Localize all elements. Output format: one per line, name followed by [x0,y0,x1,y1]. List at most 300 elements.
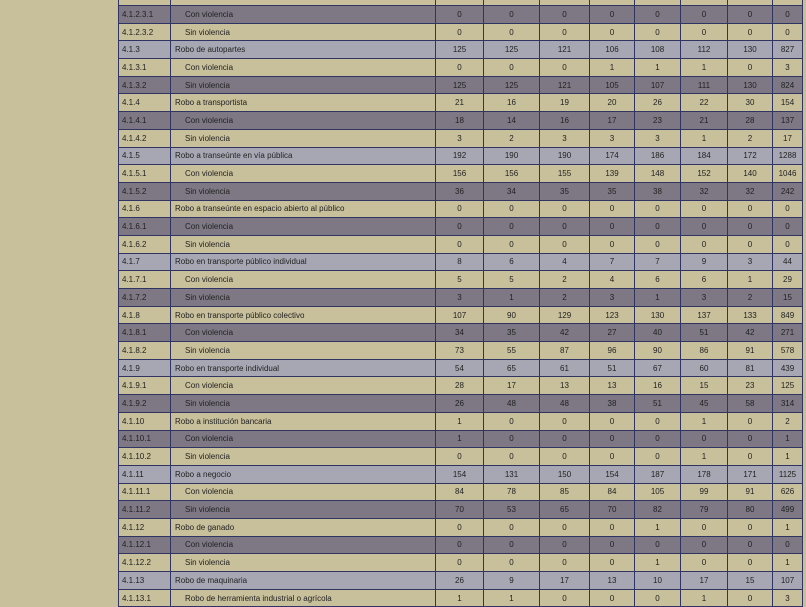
row-code: 4.1.11.1 [119,483,171,501]
row-value: 9 [484,572,540,590]
row-total: 439 [773,359,803,377]
row-value: 38 [635,182,681,200]
row-total: 15 [773,289,803,307]
row-value: 0 [681,218,728,236]
row-value: 0 [590,235,635,253]
row-value: 3 [681,289,728,307]
row-value: 0 [484,430,540,448]
row-total: 44 [773,253,803,271]
row-value: 16 [540,112,590,130]
row-code: 4.1.7.1 [119,271,171,289]
row-value: 123 [590,306,635,324]
row-code: 4.1.8 [119,306,171,324]
row-value: 36 [436,182,484,200]
row-code: 4.1.10.1 [119,430,171,448]
row-name: Sin violencia [171,289,436,307]
row-code: 4.1.5.1 [119,165,171,183]
row-total: 824 [773,76,803,94]
row-value: 190 [540,147,590,165]
row-value: 0 [728,23,773,41]
row-value: 0 [728,430,773,448]
row-value: 0 [484,6,540,24]
row-name: Sin violencia [171,76,436,94]
row-value: 0 [635,430,681,448]
row-name: Robo de herramienta industrial o agrícola [171,589,436,607]
row-code: 4.1.10.2 [119,448,171,466]
row-value: 148 [635,165,681,183]
row-name: Robo en transporte público colectivo [171,306,436,324]
row-value: 187 [635,465,681,483]
row-value: 67 [635,359,681,377]
row-value: 3 [590,129,635,147]
table-row [119,554,803,572]
row-value: 0 [590,589,635,607]
row-value: 3 [728,253,773,271]
row-value: 105 [590,76,635,94]
table-row [119,271,803,289]
row-value: 0 [484,235,540,253]
row-value: 156 [436,165,484,183]
row-value: 131 [484,465,540,483]
row-name: Con violencia [171,536,436,554]
row-name: Con violencia [171,59,436,77]
row-code: 4.1.8.2 [119,342,171,360]
row-value: 0 [635,536,681,554]
row-value: 51 [635,395,681,413]
row-value: 35 [590,182,635,200]
row-value: 15 [681,377,728,395]
row-value: 34 [484,182,540,200]
row-value: 0 [436,200,484,218]
row-value: 4 [590,271,635,289]
row-name: Con violencia [171,377,436,395]
row-value: 0 [728,536,773,554]
row-value: 0 [590,412,635,430]
row-value: 186 [635,147,681,165]
row-total: 29 [773,271,803,289]
row-name: Robo de ganado [171,518,436,536]
row-value: 0 [540,6,590,24]
table-row [119,306,803,324]
row-value: 48 [484,395,540,413]
row-code: 4.1.9.1 [119,377,171,395]
row-value: 0 [635,235,681,253]
row-value: 45 [681,395,728,413]
row-value: 6 [635,271,681,289]
row-value: 28 [436,377,484,395]
row-total: 3 [773,589,803,607]
row-value: 28 [728,112,773,130]
row-value: 80 [728,501,773,519]
row-value: 0 [728,200,773,218]
row-code: 4.1.12 [119,518,171,536]
row-total: 17 [773,129,803,147]
row-value: 35 [484,324,540,342]
row-name: Con violencia [171,430,436,448]
row-name: Con violencia [171,324,436,342]
row-value: 107 [436,306,484,324]
row-name: Robo a transeúnte en vía pública [171,147,436,165]
row-value: 17 [681,572,728,590]
row-value: 91 [728,483,773,501]
row-total: 0 [773,6,803,24]
table-row [119,112,803,130]
row-code: 4.1.6.2 [119,235,171,253]
table-row [119,518,803,536]
row-value: 51 [681,324,728,342]
row-value: 3 [540,129,590,147]
row-name: Sin violencia [171,554,436,572]
table-row [119,483,803,501]
row-value: 1 [681,59,728,77]
row-name: Sin violencia [171,23,436,41]
row-value: 0 [540,235,590,253]
row-value: 96 [590,342,635,360]
row-value: 105 [635,483,681,501]
row-value: 1 [484,589,540,607]
row-name: Robo en transporte público individual [171,253,436,271]
row-value: 84 [590,483,635,501]
row-value: 0 [590,218,635,236]
row-value: 5 [484,271,540,289]
table-row [119,536,803,554]
row-value: 30 [728,94,773,112]
row-code: 4.1.4.2 [119,129,171,147]
row-name: Sin violencia [171,395,436,413]
table-row [119,235,803,253]
row-value: 35 [540,182,590,200]
row-value: 0 [436,6,484,24]
row-value: 0 [590,448,635,466]
row-total: 0 [773,235,803,253]
row-value: 60 [681,359,728,377]
row-value: 0 [635,589,681,607]
row-value: 0 [590,536,635,554]
row-value: 130 [728,76,773,94]
row-value: 0 [484,518,540,536]
row-value: 1 [681,129,728,147]
row-value: 87 [540,342,590,360]
row-value: 108 [635,41,681,59]
row-code: 4.1.4 [119,94,171,112]
table-row [119,430,803,448]
row-value: 1 [635,554,681,572]
row-value: 16 [635,377,681,395]
row-name: Con violencia [171,6,436,24]
row-value: 79 [681,501,728,519]
row-code: 4.1.12.2 [119,554,171,572]
row-value: 152 [681,165,728,183]
row-value: 2 [540,271,590,289]
row-value: 0 [681,6,728,24]
row-value: 2 [540,289,590,307]
row-value: 121 [540,41,590,59]
row-value: 19 [540,94,590,112]
row-value: 2 [484,129,540,147]
row-value: 42 [540,324,590,342]
row-total: 137 [773,112,803,130]
table-body [119,0,803,607]
row-value: 1 [436,589,484,607]
row-value: 125 [484,41,540,59]
row-value: 154 [436,465,484,483]
row-value: 13 [590,572,635,590]
row-name: Sin violencia [171,448,436,466]
row-code: 4.1.10 [119,412,171,430]
row-value: 0 [590,554,635,572]
table-row [119,165,803,183]
row-value: 0 [728,518,773,536]
row-value: 137 [681,306,728,324]
row-value: 17 [540,572,590,590]
row-value: 14 [484,112,540,130]
row-value: 23 [635,112,681,130]
row-value: 0 [728,235,773,253]
row-name: Sin violencia [171,342,436,360]
row-value: 0 [436,218,484,236]
row-value: 1 [436,430,484,448]
row-value: 90 [635,342,681,360]
row-value: 17 [484,377,540,395]
row-value: 1 [436,412,484,430]
row-code: 4.1.13 [119,572,171,590]
row-value: 26 [635,94,681,112]
row-value: 0 [590,518,635,536]
row-value: 2 [728,129,773,147]
row-value: 0 [728,448,773,466]
row-code: 4.1.5 [119,147,171,165]
row-value: 53 [484,501,540,519]
table-row [119,6,803,24]
row-value: 13 [540,377,590,395]
row-value: 70 [590,501,635,519]
row-name: Robo a transportista [171,94,436,112]
row-value: 2 [728,289,773,307]
row-total: 154 [773,94,803,112]
row-value: 0 [436,448,484,466]
row-name: Robo en transporte individual [171,359,436,377]
row-total: 1 [773,554,803,572]
row-value: 156 [484,165,540,183]
table-row [119,59,803,77]
row-value: 133 [728,306,773,324]
row-total: 827 [773,41,803,59]
row-value: 0 [540,23,590,41]
row-total: 1046 [773,165,803,183]
row-value: 125 [484,76,540,94]
row-value: 129 [540,306,590,324]
row-code: 4.1.9.2 [119,395,171,413]
row-value: 82 [635,501,681,519]
row-name: Robo a institución bancaria [171,412,436,430]
table-row [119,465,803,483]
row-value: 0 [635,23,681,41]
row-total: 1288 [773,147,803,165]
row-name: Robo de autopartes [171,41,436,59]
row-value: 0 [484,412,540,430]
row-value: 0 [436,518,484,536]
row-total: 3 [773,59,803,77]
row-total: 0 [773,200,803,218]
row-name: Sin violencia [171,182,436,200]
row-value: 51 [590,359,635,377]
row-value: 1 [681,448,728,466]
row-value: 65 [540,501,590,519]
row-value: 55 [484,342,540,360]
row-code: 4.1.12.1 [119,536,171,554]
row-code: 4.1.6 [119,200,171,218]
row-code: 4.1.2.3.1 [119,6,171,24]
row-value: 38 [590,395,635,413]
row-total: 0 [773,23,803,41]
row-value: 154 [590,465,635,483]
row-value: 1 [590,59,635,77]
row-name: Sin violencia [171,235,436,253]
row-total: 0 [773,536,803,554]
row-value: 65 [484,359,540,377]
table-row [119,253,803,271]
row-name: Con violencia [171,271,436,289]
row-value: 0 [590,430,635,448]
table-row [119,129,803,147]
row-name: Con violencia [171,483,436,501]
table-row [119,289,803,307]
row-value: 139 [590,165,635,183]
row-value: 7 [590,253,635,271]
row-code: 4.1.5.2 [119,182,171,200]
row-code: 4.1.7 [119,253,171,271]
row-value: 34 [436,324,484,342]
row-code: 4.1.11.2 [119,501,171,519]
row-value: 81 [728,359,773,377]
row-value: 1 [635,59,681,77]
row-value: 91 [728,342,773,360]
row-value: 0 [590,6,635,24]
row-value: 1 [681,589,728,607]
row-value: 6 [484,253,540,271]
row-value: 150 [540,465,590,483]
row-value: 90 [484,306,540,324]
row-total: 271 [773,324,803,342]
row-value: 0 [484,536,540,554]
row-value: 58 [728,395,773,413]
row-value: 32 [728,182,773,200]
row-total: 1 [773,430,803,448]
row-name: Robo a transeúnte en espacio abierto al público [171,200,436,218]
row-value: 0 [540,218,590,236]
row-value: 0 [728,59,773,77]
row-name: Robo de maquinaria [171,572,436,590]
row-code: 4.1.8.1 [119,324,171,342]
row-value: 48 [540,395,590,413]
row-value: 184 [681,147,728,165]
row-code: 4.1.9 [119,359,171,377]
table-row [119,23,803,41]
row-total: 2 [773,412,803,430]
table-row [119,218,803,236]
row-name: Sin violencia [171,129,436,147]
table-row [119,200,803,218]
row-value: 1 [484,289,540,307]
row-value: 7 [635,253,681,271]
row-value: 121 [540,76,590,94]
row-value: 1 [635,518,681,536]
row-name: Con violencia [171,165,436,183]
table-row [119,359,803,377]
table-row [119,448,803,466]
row-value: 0 [540,554,590,572]
row-code: 4.1.4.1 [119,112,171,130]
row-value: 0 [484,200,540,218]
row-value: 178 [681,465,728,483]
row-value: 32 [681,182,728,200]
row-name: Sin violencia [171,501,436,519]
row-total: 1 [773,518,803,536]
row-value: 4 [540,253,590,271]
table-row [119,76,803,94]
row-value: 17 [590,112,635,130]
table-row [119,377,803,395]
row-total: 0 [773,218,803,236]
row-value: 0 [540,59,590,77]
table-row [119,395,803,413]
row-value: 0 [728,6,773,24]
row-value: 0 [540,448,590,466]
row-value: 10 [635,572,681,590]
row-value: 99 [681,483,728,501]
table-row [119,412,803,430]
row-value: 13 [590,377,635,395]
row-value: 0 [484,218,540,236]
table-row [119,94,803,112]
row-value: 26 [436,395,484,413]
row-value: 0 [681,235,728,253]
row-value: 15 [728,572,773,590]
row-value: 20 [590,94,635,112]
row-value: 3 [436,289,484,307]
row-code: 4.1.3 [119,41,171,59]
row-value: 21 [681,112,728,130]
row-value: 0 [635,6,681,24]
row-value: 1 [635,289,681,307]
row-value: 0 [635,448,681,466]
row-value: 54 [436,359,484,377]
crime-statistics-table [118,0,803,607]
row-value: 0 [436,554,484,572]
row-value: 0 [436,23,484,41]
row-value: 0 [590,23,635,41]
row-value: 0 [484,448,540,466]
row-value: 3 [635,129,681,147]
row-value: 0 [681,23,728,41]
row-value: 0 [681,554,728,572]
row-value: 9 [681,253,728,271]
row-total: 578 [773,342,803,360]
row-total: 125 [773,377,803,395]
row-value: 192 [436,147,484,165]
row-value: 0 [540,536,590,554]
row-value: 0 [436,59,484,77]
row-value: 22 [681,94,728,112]
row-value: 0 [436,235,484,253]
row-value: 42 [728,324,773,342]
row-value: 125 [436,41,484,59]
row-value: 18 [436,112,484,130]
row-value: 3 [436,129,484,147]
row-name: Con violencia [171,218,436,236]
row-value: 0 [540,518,590,536]
row-value: 107 [635,76,681,94]
